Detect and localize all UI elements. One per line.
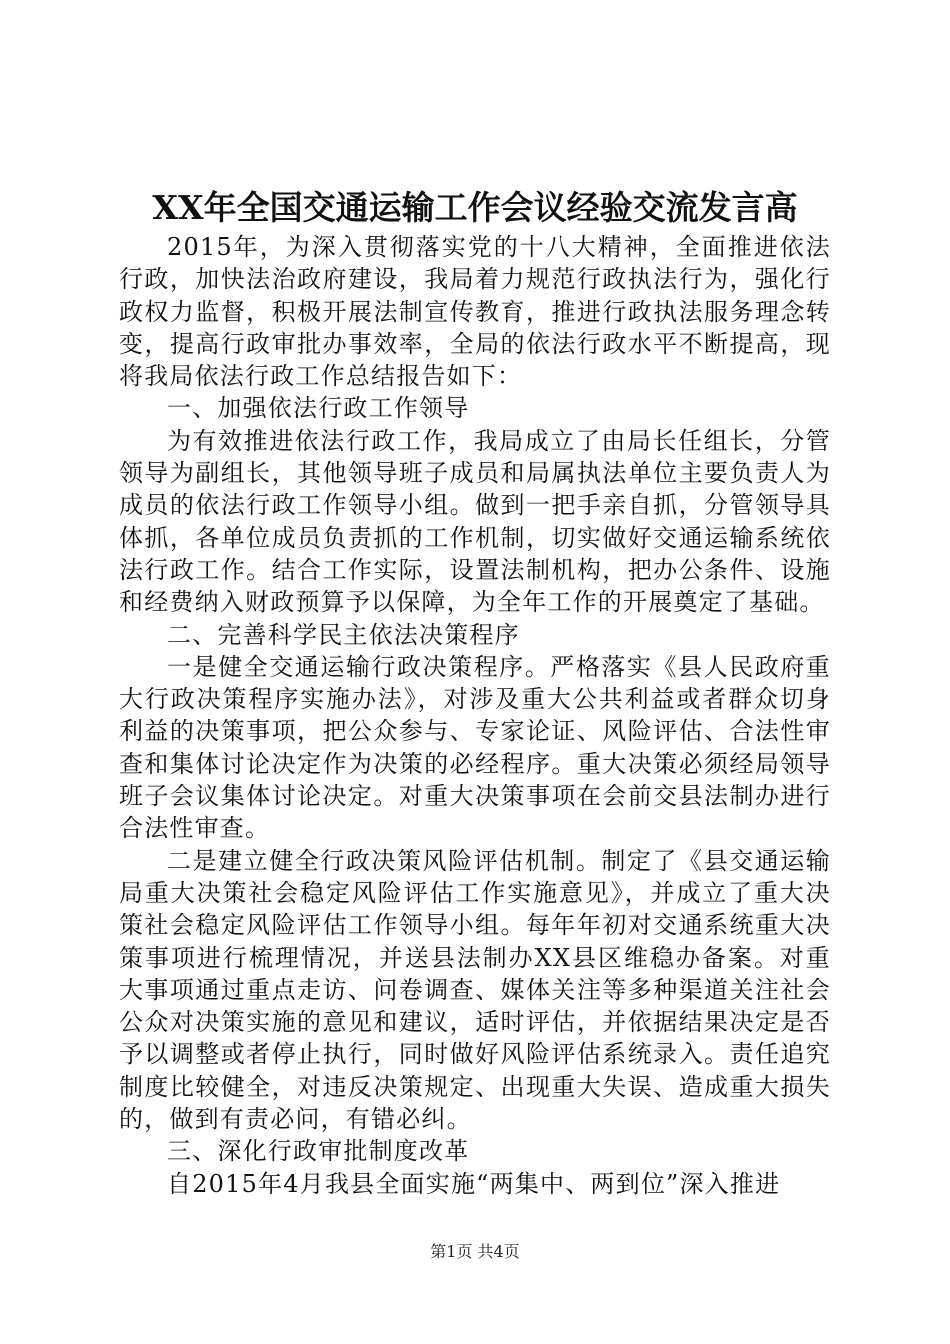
section-heading-1: 一、加强依法行政工作领导 (167, 394, 470, 423)
section-heading-2: 二、完善科学民主依法决策程序 (167, 620, 520, 649)
document-body (119, 231, 831, 1200)
paragraph-section-3: 自2015年4月我县全面实施“两集中、两到位”深入推进 (167, 1169, 781, 1198)
paragraph-section-1: 为有效推进依法行政工作，我局成立了由局长任组长，分管领导为副组长，其他领导班子成员和局属执法单位主要负责人为成员的依法行政工作领导小组。做到一把手亲自抓，分管领导具体抓，各单位成员负责抓的工作机制，切实做好交通运输系统依法行政工作。结合工作实际，设置法制机构，把办公条件、设施和经费纳入财政预算予以保障，为全年工作的开展奠定了基础。 (119, 426, 831, 617)
paragraph-section-2-a: 一是健全交通运输行政决策程序。严格落实《县人民政府重大行政决策程序实施办法》，对涉及重大公共利益或者群众切身利益的决策事项，把公众参与、专家论证、风险评估、合法性审查和集体讨论决定作为决策的必经程序。重大决策必须经局领导班子会议集体讨论决定。对重大决策事项在会前交县法制办进行合法性审查。 (119, 652, 831, 843)
paragraph-intro: 2015年，为深入贯彻落实党的十八大精神，全面推进依法行政，加快法治政府建设，我局着力规范行政执法行为，强化行政权力监督，积极开展法制宣传教育，推进行政执法服务理念转变，提高行政审批办事效率，全局的依法行政水平不断提高，现将我局依法行政工作总结报告如下： (119, 233, 831, 391)
document-page (119, 185, 831, 1200)
document-title: XX年全国交通运输工作会议经验交流发言高 (152, 188, 798, 227)
paragraph-section-2-b: 二是建立健全行政决策风险评估机制。制定了《县交通运输局重大决策社会稳定风险评估工作实施意见》，并成立了重大决策社会稳定风险评估工作领导小组。每年年初对交通系统重大决策事项进行梳理情况，并送县法制办XX县区维稳办备案。对重大事项通过重点走访、问卷调查、媒体关注等多种渠道关注社会公众对决策实施的意见和建议，适时评估，并依据结果决定是否予以调整或者停止执行，同时做好风险评估系统录入。责任追究制度比较健全，对违反决策规定、出现重大失误、造成重大损失的，做到有责必问，有错必纠。 (119, 846, 831, 1134)
section-heading-3: 三、深化行政审批制度改革 (167, 1137, 470, 1166)
page-footer: 第1页 共4页 (430, 1242, 520, 1261)
